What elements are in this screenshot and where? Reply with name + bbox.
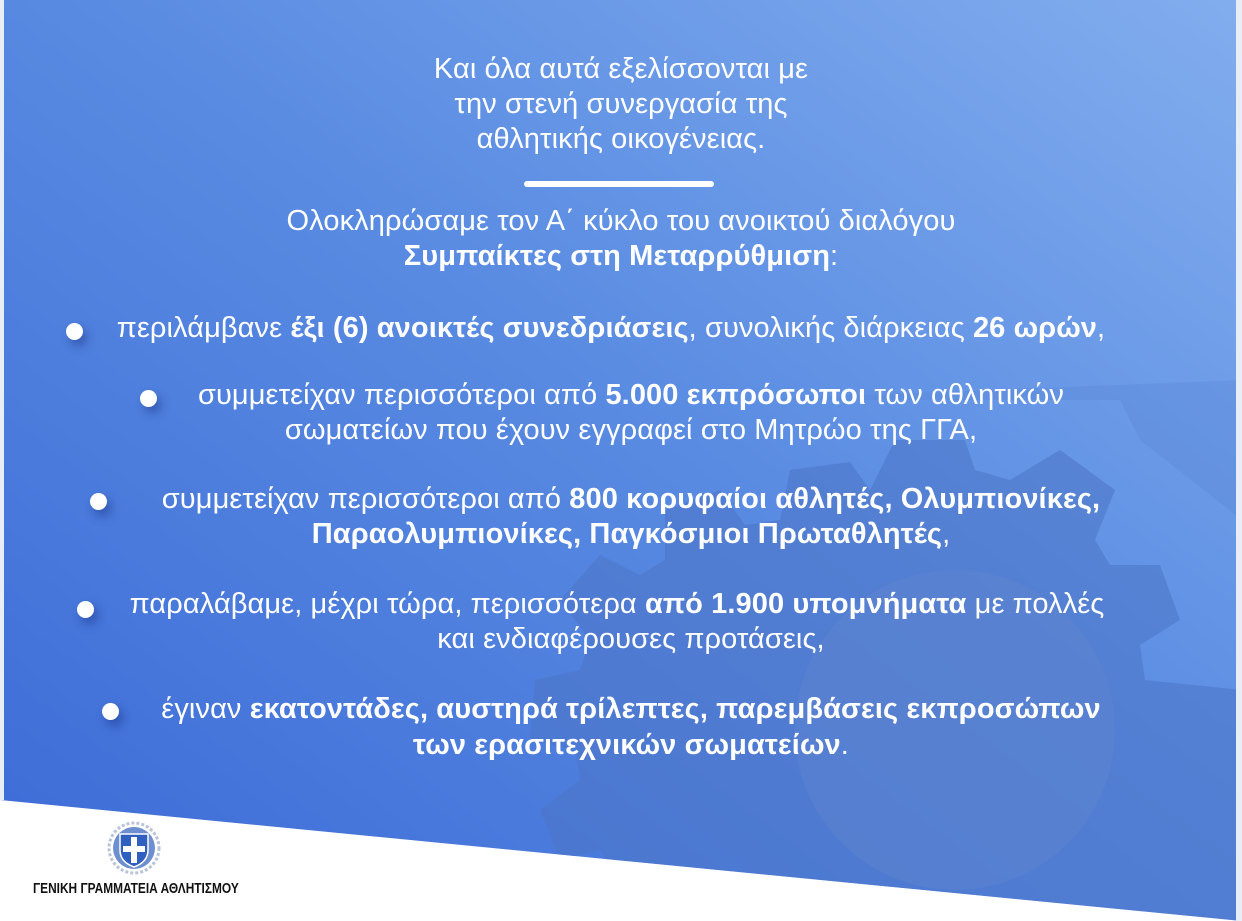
bold-span: των ερασιτεχνικών σωματείων [413, 729, 841, 761]
divider [524, 181, 714, 187]
organization-name: ΓΕΝΙΚΗ ΓΡΑΜΜΑΤΕΙΑ ΑΘΛΗΤΙΣΜΟΥ [33, 881, 239, 897]
text-span: παραλάβαμε, μέχρι τώρα, περισσότερα [129, 588, 645, 620]
text-span: με πολλές [966, 588, 1105, 620]
text-span: συμμετείχαν περισσότεροι από [197, 379, 606, 411]
bullet-4-line-1 [0, 587, 1238, 622]
text-span: περιλάμβανε [116, 312, 291, 344]
bullet-5-line-2 [10, 728, 1242, 763]
bullet-5-line-1 [10, 692, 1242, 727]
bullet-1-line-1 [0, 311, 1232, 346]
text-span: , συνολικής διάρκειας [688, 312, 973, 344]
bullet-3-line-2 [10, 517, 1242, 552]
text-span: , [1097, 312, 1106, 344]
intro-line-3: αθλητικής οικογένειας. [476, 123, 766, 155]
bullet-4-line-2: και ενδιαφέρουσες προτάσεις, [437, 623, 825, 655]
dialogue-colon: : [830, 240, 839, 272]
greek-coat-of-arms-icon [106, 820, 162, 876]
text-span: συμμετείχαν περισσότεροι από [161, 483, 570, 515]
text-span: έγιναν [161, 693, 250, 725]
dialogue-title [0, 239, 1242, 274]
bold-span: από 1.900 υπομνήματα [644, 588, 967, 620]
bullet-2-line-1 [10, 378, 1242, 413]
bold-span: 26 ωρών [972, 312, 1098, 344]
text-span: , [942, 518, 951, 550]
bold-span: έξι (6) ανοικτές συνεδριάσεις [290, 312, 689, 344]
bold-span: εκατοντάδες, αυστηρά τρίλεπτες, παρεμβάσεις εκπροσώπων [249, 693, 1101, 725]
intro-line-1: Και όλα αυτά εξελίσσονται με [433, 53, 809, 85]
bold-span: 5.000 εκπρόσωποι [605, 379, 867, 411]
dialogue-line: Ολοκληρώσαμε τον Α΄ κύκλο του ανοικτού διαλόγου [286, 205, 956, 237]
text-span: των αθλητικών [866, 379, 1065, 411]
bold-span: 800 κορυφαίοι αθλητές, Ολυμπιονίκες, [569, 483, 1101, 515]
bullet-2-line-2: σωματείων που έχουν εγγραφεί στο Μητρώο της ΓΓΑ, [284, 414, 978, 446]
bold-span: Παραολυμπιονίκες, Παγκόσμιοι Πρωταθλητές [311, 518, 943, 550]
text-span: . [840, 729, 849, 761]
dialogue-name: Συμπαίκτες στη Μεταρρύθμιση [403, 240, 831, 272]
bullet-3-line-1 [10, 482, 1242, 517]
intro-line-2: την στενή συνεργασία της [454, 88, 788, 120]
